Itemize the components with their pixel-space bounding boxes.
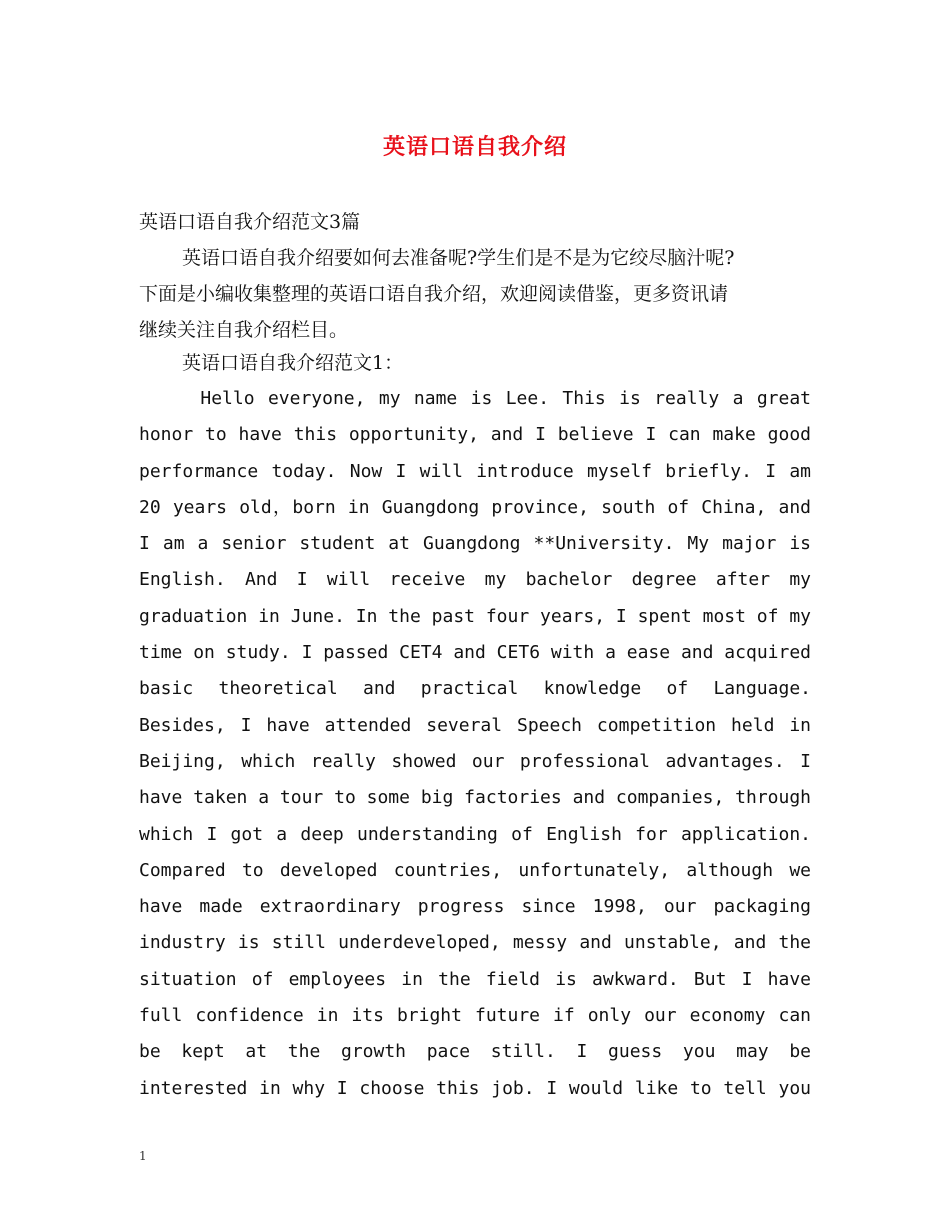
body-line: situation of employees in the field is awkward. But I have (139, 968, 811, 990)
body-line: 20 years old，born in Guangdong province, south of China, and (139, 496, 811, 518)
intro-paragraph (139, 240, 811, 348)
body-line: graduation in June. In the past four years, I spent most of my (139, 605, 811, 627)
body-line: have made extraordinary progress since 1998, our packaging (139, 896, 811, 918)
body-line: performance today. Now I will introduce myself briefly. I am (139, 460, 811, 482)
body-line: full confidence in its bright future if only our economy can (139, 1005, 811, 1027)
body-line: Besides, I have attended several Speech competition held in (139, 714, 811, 736)
body-line: industry is still underdeveloped, messy and unstable, and the (139, 932, 811, 954)
body-line: be kept at the growth pace still. I guess you may be (139, 1041, 811, 1063)
intro-line: 继续关注自我介绍栏目。 (139, 319, 349, 341)
body-line: English. And I will receive my bachelor degree after my (139, 569, 811, 591)
body-line: basic theoretical and practical knowledge of Language. (139, 678, 811, 700)
body-line: Hello everyone, my name is Lee. This is really a great (187, 388, 811, 409)
intro-line: 下面是小编收集整理的英语口语自我介绍，欢迎阅读借鉴，更多资讯请 (139, 283, 729, 305)
section-heading: 英语口语自我介绍范文1： (182, 352, 404, 374)
english-body-paragraph (139, 381, 811, 1107)
page-number: 1 (139, 1149, 147, 1163)
body-line: have taken a tour to some big factories and companies, through (139, 787, 811, 809)
body-line: interested in why I choose this job. I would like to tell you (139, 1077, 811, 1099)
body-line: Compared to developed countries, unfortunately, although we (139, 859, 811, 881)
intro-line: 英语口语自我介绍要如何去准备呢?学生们是不是为它绞尽脑汁呢? (182, 247, 735, 269)
body-line: honor to have this opportunity, and I believe I can make good (139, 424, 811, 446)
body-line: I am a senior student at Guangdong **University. My major is (139, 533, 811, 555)
body-line: which I got a deep understanding of English for application. (139, 823, 811, 845)
body-line: time on study. I passed CET4 and CET6 with a ease and acquired (139, 642, 811, 664)
body-line: Beijing, which really showed our professional advantages. I (139, 750, 811, 772)
document-subtitle: 英语口语自我介绍范文3篇 (139, 211, 361, 233)
document-title: 英语口语自我介绍 (382, 134, 567, 160)
